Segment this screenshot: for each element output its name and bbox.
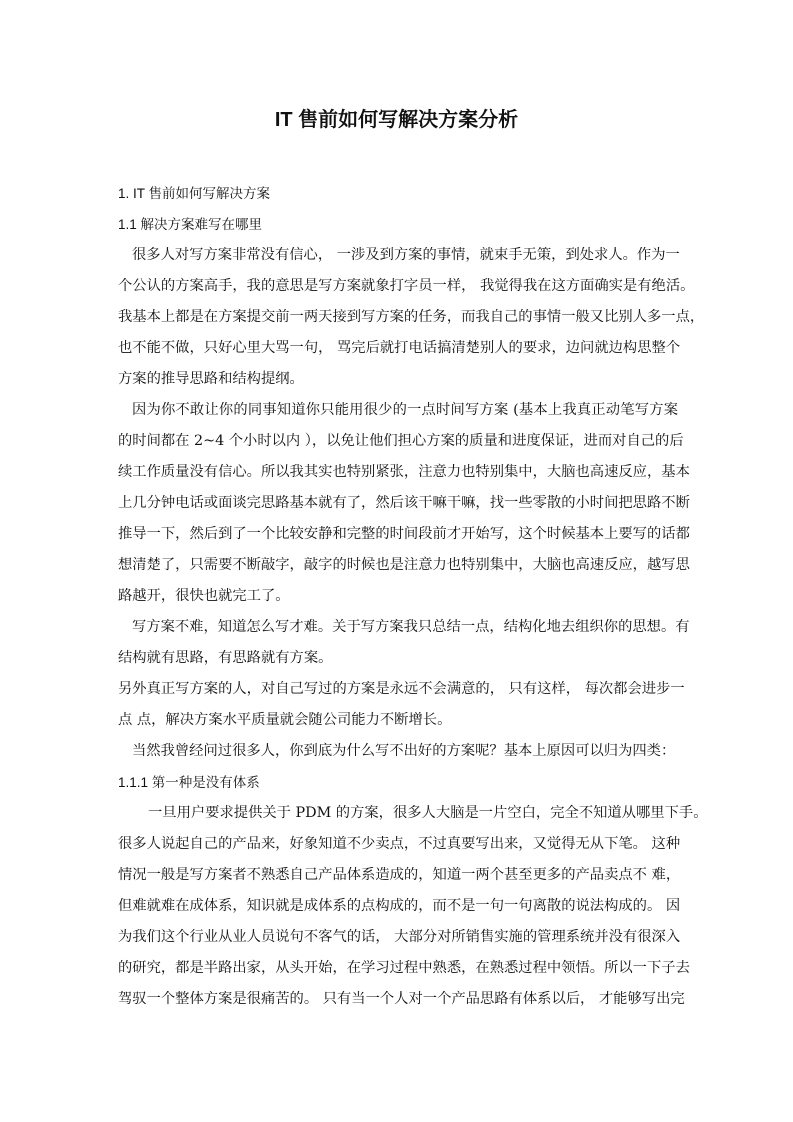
text-line: 另外真正写方案的人，对自己写过的方案是永远不会满意的， 只有这样， 每次都会进步一	[118, 681, 685, 697]
text-line: 写方案不难，知道怎么写才难。关于写方案我只总结一点，结构化地去组织你的思想。有	[132, 619, 690, 635]
paragraph-3	[118, 612, 690, 674]
text-line: 因为你不敢让你的同事知道你只能用很少的一点时间写方案 (基本上我真正动笔写方案	[132, 402, 678, 418]
text-line: 想清楚了，只需要不断敲字，敲字的时候也是注意力也特别集中，大脑也高速反应，越写思	[118, 557, 690, 573]
text-line: 续工作质量没有信心。所以我其实也特别紧张，注意力也特别集中，大脑也高速反应，基本	[118, 464, 690, 480]
heading-1: 1. IT 售前如何写解决方案	[118, 186, 271, 201]
text-line: 方案的推导思路和结构提纲。	[118, 371, 304, 387]
paragraph-6	[118, 798, 708, 1015]
text-line: 的研究，都是半路出家，从头开始，在学习过程中熟悉，在熟悉过程中领悟。所以一下子去	[118, 960, 690, 976]
heading-1-1: 1.1 解决方案难写在哪里	[118, 217, 263, 232]
text-line: 结构就有思路，有思路就有方案。	[118, 650, 333, 666]
text-line: 当然我曾经问过很多人，你到底为什么写不出好的方案呢？基本上原因可以归为四类：	[132, 743, 676, 759]
paragraph-1	[118, 240, 705, 395]
text-line: 也不能不做，只好心里大骂一句， 骂完后就打电话搞清楚别人的要求，边问就边构思整个	[118, 340, 681, 356]
paragraph-2	[118, 395, 690, 612]
text-line: 很多人说起自己的产品来，好象知道不少卖点，不过真要写出来，又觉得无从下笔。 这种	[118, 836, 681, 852]
text-line: 很多人对写方案非常没有信心， 一涉及到方案的事情，就束手无策，到处求人。作为一	[132, 247, 680, 263]
text-line: 驾驭一个整体方案是很痛苦的。 只有当一个人对一个产品思路有体系以后， 才能够写出完	[118, 991, 685, 1007]
text-line: 点 点，解决方案水平质量就会随公司能力不断增长。	[118, 712, 452, 728]
text-line: 个公认的方案高手，我的意思是写方案就象打字员一样， 我觉得我在这方面确实是有绝活。	[118, 278, 695, 294]
text-line: 上几分钟电话或面谈完思路基本就有了，然后该干嘛干嘛，找一些零散的小时间把思路不断	[118, 495, 690, 511]
paragraph-5	[118, 736, 678, 767]
text-line: 为我们这个行业从业人员说句不客气的话， 大部分对所销售实施的管理系统并没有很深入	[118, 929, 681, 945]
text-line: 一旦用户要求提供关于 PDM 的方案，很多人大脑是一片空白，完全不知道从哪里下手。	[148, 805, 708, 821]
document-title: IT 售前如何写解决方案分析	[274, 109, 519, 131]
text-line: 情况一般是写方案者不熟悉自己产品体系造成的，知道一两个甚至更多的产品卖点不 难，	[118, 867, 681, 883]
text-line: 的时间都在 2~4 个小时以内 ），以免让他们担心方案的质量和进度保证，进而对自己的后	[118, 433, 684, 449]
paragraph-4	[118, 674, 685, 736]
heading-1-1-1: 1.1.1 第一种是没有体系	[118, 775, 260, 790]
text-line: 推导一下，然后到了一个比较安静和完整的时间段前才开始写，这个时候基本上要写的话都	[118, 526, 690, 542]
text-line: 但难就难在成体系，知识就是成体系的点构成的，而不是一句一句离散的说法构成的。 因	[118, 898, 681, 914]
text-line: 我基本上都是在方案提交前一两天接到写方案的任务，而我自己的事情一般又比别人多一点，	[118, 309, 705, 325]
text-line: 路越开，很快也就完工了。	[118, 588, 290, 604]
document-body	[118, 178, 708, 1015]
